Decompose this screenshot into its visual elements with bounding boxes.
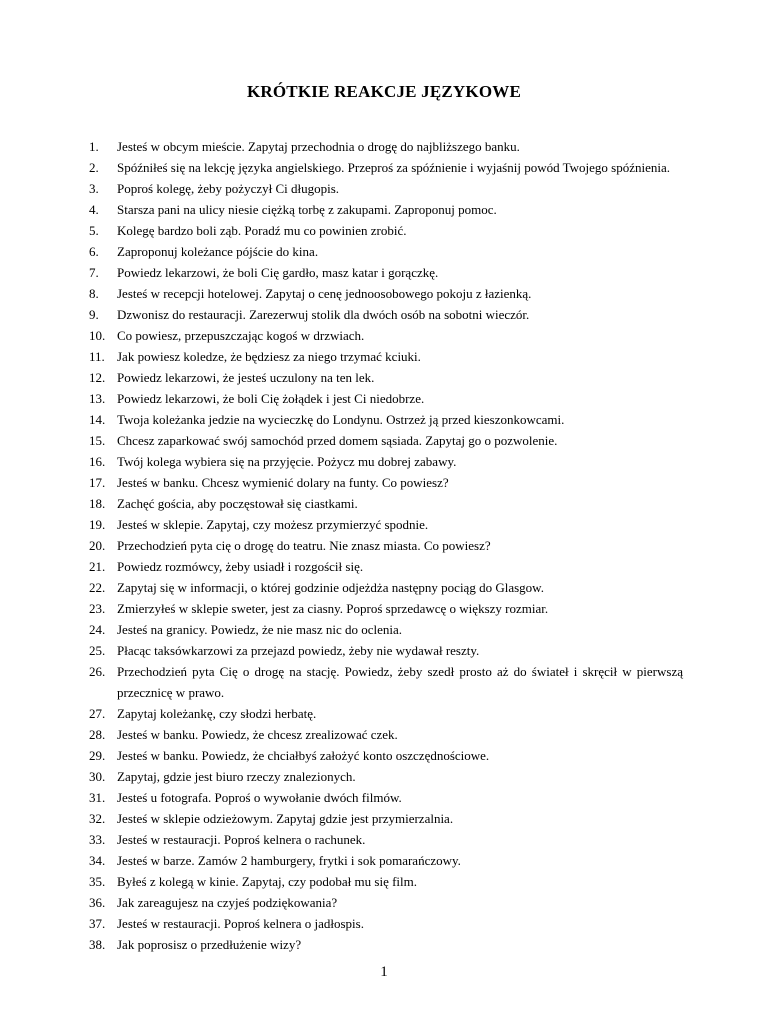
item-text: Jesteś w banku. Chcesz wymienić dolary na funty. Co powiesz? bbox=[117, 475, 449, 490]
item-text: Przechodzień pyta cię o drogę do teatru. Nie znasz miasta. Co powiesz? bbox=[117, 538, 491, 553]
item-text: Jesteś w banku. Powiedz, że chciałbyś założyć konto oszczędnościowe. bbox=[117, 748, 490, 763]
page-title: KRÓTKIE REAKCJE JĘZYKOWE bbox=[246, 82, 521, 101]
item-number: 23. bbox=[89, 601, 106, 616]
item-number: 21. bbox=[89, 559, 106, 574]
item-number: 34. bbox=[89, 853, 106, 868]
item-text: Jesteś w obcym mieście. Zapytaj przechodnia o drogę do najbliższego banku. bbox=[117, 139, 520, 154]
item-number: 11. bbox=[89, 349, 105, 364]
item-text: Jesteś u fotografa. Poproś o wywołanie dwóch filmów. bbox=[117, 790, 402, 805]
item-text: Zmierzyłeś w sklepie sweter, jest za ciasny. Poproś sprzedawcę o większy rozmiar. bbox=[117, 601, 549, 616]
list-item bbox=[89, 766, 683, 787]
list-item bbox=[89, 514, 683, 535]
item-number: 30. bbox=[89, 769, 106, 784]
list-item bbox=[89, 913, 683, 934]
item-number: 24. bbox=[89, 622, 106, 637]
item-number: 2. bbox=[89, 160, 99, 175]
list-item bbox=[89, 493, 683, 514]
list-item bbox=[89, 871, 683, 892]
item-text: Byłeś z kolegą w kinie. Zapytaj, czy podobał mu się film. bbox=[117, 874, 418, 889]
item-text: Jesteś w sklepie. Zapytaj, czy możesz przymierzyć spodnie. bbox=[117, 517, 429, 532]
item-text: Jesteś w barze. Zamów 2 hamburgery, frytki i sok pomarańczowy. bbox=[117, 853, 461, 868]
list-item bbox=[89, 283, 683, 304]
item-number: 13. bbox=[89, 391, 106, 406]
list-item bbox=[89, 745, 683, 766]
item-text: Twoja koleżanka jedzie na wycieczkę do Londynu. Ostrzeż ją przed kieszonkowcami. bbox=[117, 412, 565, 427]
list-item bbox=[89, 535, 683, 556]
list-item bbox=[89, 619, 683, 640]
item-text: Jesteś w restauracji. Poproś kelnera o rachunek. bbox=[117, 832, 366, 847]
list-item bbox=[89, 829, 683, 850]
item-text: Zaproponuj koleżance pójście do kina. bbox=[117, 244, 319, 259]
list-item bbox=[89, 577, 683, 598]
list-item bbox=[89, 178, 683, 199]
item-text: Zapytaj się w informacji, o której godzinie odjeżdża następny pociąg do Glasgow. bbox=[117, 580, 544, 595]
item-text: Jesteś w recepcji hotelowej. Zapytaj o cenę jednoosobowego pokoju z łazienką. bbox=[117, 286, 532, 301]
item-text: Spóźniłeś się na lekcję języka angielskiego. Przeproś za spóźnienie i wyjaśnij powód Twojego spóźnienia. bbox=[117, 160, 671, 175]
item-text: Płacąc taksówkarzowi za przejazd powiedz, żeby nie wydawał reszty. bbox=[117, 643, 480, 658]
item-number: 10. bbox=[89, 328, 106, 343]
list-item bbox=[89, 304, 683, 325]
item-text: Przechodzień pyta Cię o drogę na stację. Powiedz, żeby szedł prosto aż do świateł i skręcił w pierwszą przecznicę w prawo. bbox=[117, 664, 683, 700]
item-text: Jesteś na granicy. Powiedz, że nie masz nic do oclenia. bbox=[117, 622, 403, 637]
list-item bbox=[89, 724, 683, 745]
list-item bbox=[89, 346, 683, 367]
item-text: Zapytaj koleżankę, czy słodzi herbatę. bbox=[117, 706, 317, 721]
item-number: 27. bbox=[89, 706, 106, 721]
item-number: 33. bbox=[89, 832, 106, 847]
item-number: 19. bbox=[89, 517, 106, 532]
list-item bbox=[89, 157, 683, 178]
item-number: 6. bbox=[89, 244, 99, 259]
item-number: 28. bbox=[89, 727, 106, 742]
page-number: 1 bbox=[380, 964, 388, 980]
item-text: Jesteś w banku. Powiedz, że chcesz zrealizować czek. bbox=[117, 727, 398, 742]
item-number: 8. bbox=[89, 286, 99, 301]
list-item bbox=[89, 892, 683, 913]
item-number: 16. bbox=[89, 454, 106, 469]
list-item bbox=[89, 430, 683, 451]
item-text: Powiedz lekarzowi, że jesteś uczulony na ten lek. bbox=[117, 370, 375, 385]
item-text: Chcesz zaparkować swój samochód przed domem sąsiada. Zapytaj go o pozwolenie. bbox=[117, 433, 558, 448]
exercise-list bbox=[89, 136, 683, 955]
list-item bbox=[89, 472, 683, 493]
item-number: 32. bbox=[89, 811, 106, 826]
list-item bbox=[89, 787, 683, 808]
item-number: 38. bbox=[89, 937, 106, 952]
item-text: Powiedz lekarzowi, że boli Cię żołądek i jest Ci niedobrze. bbox=[117, 391, 425, 406]
list-item bbox=[89, 220, 683, 241]
list-item bbox=[89, 388, 683, 409]
list-item bbox=[89, 241, 683, 262]
item-text: Poproś kolegę, żeby pożyczył Ci długopis. bbox=[117, 181, 340, 196]
list-item bbox=[89, 199, 683, 220]
item-number: 18. bbox=[89, 496, 106, 511]
list-item bbox=[89, 409, 683, 430]
list-item bbox=[89, 262, 683, 283]
item-text: Twój kolega wybiera się na przyjęcie. Pożycz mu dobrej zabawy. bbox=[117, 454, 457, 469]
list-item bbox=[89, 136, 683, 157]
item-text: Jak zareagujesz na czyjeś podziękowania? bbox=[117, 895, 338, 910]
item-number: 26. bbox=[89, 664, 106, 679]
list-item bbox=[89, 451, 683, 472]
item-text: Co powiesz, przepuszczając kogoś w drzwiach. bbox=[117, 328, 365, 343]
item-text: Jak powiesz koledze, że będziesz za niego trzymać kciuki. bbox=[117, 349, 421, 364]
item-text: Powiedz lekarzowi, że boli Cię gardło, masz katar i gorączkę. bbox=[117, 265, 439, 280]
item-text: Zachęć gościa, aby poczęstował się ciastkami. bbox=[117, 496, 358, 511]
item-number: 36. bbox=[89, 895, 106, 910]
item-number: 29. bbox=[89, 748, 106, 763]
item-number: 3. bbox=[89, 181, 99, 196]
item-number: 5. bbox=[89, 223, 99, 238]
item-text: Powiedz rozmówcy, żeby usiadł i rozgościł się. bbox=[117, 559, 364, 574]
list-item bbox=[89, 325, 683, 346]
item-number: 4. bbox=[89, 202, 99, 217]
list-item bbox=[89, 703, 683, 724]
item-text: Dzwonisz do restauracji. Zarezerwuj stolik dla dwóch osób na sobotni wieczór. bbox=[117, 307, 530, 322]
list-item bbox=[89, 808, 683, 829]
list-item bbox=[89, 661, 683, 703]
list-item bbox=[89, 850, 683, 871]
item-number: 31. bbox=[89, 790, 106, 805]
item-number: 35. bbox=[89, 874, 106, 889]
item-number: 20. bbox=[89, 538, 106, 553]
item-text: Starsza pani na ulicy niesie ciężką torbę z zakupami. Zaproponuj pomoc. bbox=[117, 202, 497, 217]
item-number: 15. bbox=[89, 433, 106, 448]
list-item bbox=[89, 367, 683, 388]
list-item bbox=[89, 640, 683, 661]
item-text: Jesteś w sklepie odzieżowym. Zapytaj gdzie jest przymierzalnia. bbox=[117, 811, 454, 826]
item-number: 37. bbox=[89, 916, 106, 931]
list-item bbox=[89, 598, 683, 619]
list-item bbox=[89, 556, 683, 577]
item-number: 17. bbox=[89, 475, 106, 490]
item-number: 14. bbox=[89, 412, 106, 427]
item-number: 7. bbox=[89, 265, 99, 280]
item-number: 12. bbox=[89, 370, 106, 385]
item-text: Zapytaj, gdzie jest biuro rzeczy znalezionych. bbox=[117, 769, 356, 784]
list-item bbox=[89, 934, 683, 955]
item-text: Jak poprosisz o przedłużenie wizy? bbox=[117, 937, 302, 952]
item-text: Jesteś w restauracji. Poproś kelnera o jadłospis. bbox=[117, 916, 364, 931]
item-text: Kolegę bardzo boli ząb. Poradź mu co powinien zrobić. bbox=[117, 223, 407, 238]
item-number: 22. bbox=[89, 580, 106, 595]
item-number: 9. bbox=[89, 307, 99, 322]
item-number: 1. bbox=[89, 139, 99, 154]
item-number: 25. bbox=[89, 643, 106, 658]
